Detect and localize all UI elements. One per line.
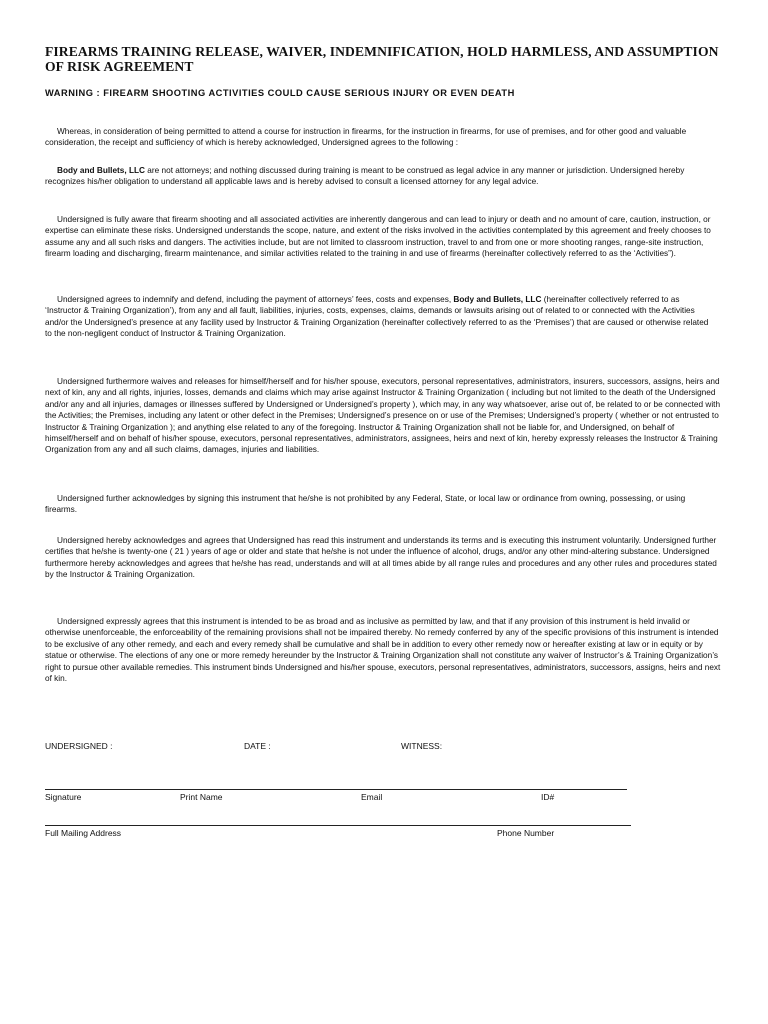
mailing-address-line[interactable]: [45, 825, 631, 826]
print-name-label: Print Name: [180, 792, 223, 802]
paragraph-assumption-of-risk: Undersigned is fully aware that firearm shooting and all associated activities are inherently dangerous and can lead to injury or death and no amount of care, caution, instruction, or expertise can eliminate these risks. Undersigned understands the scope, nature, and extent of the risks involved in the activities contemplated by this agreement and freely chooses to assume any and all such risks and dangers. The activities include, but are not limited to classroom instruction, travel to and from one or more shooting ranges, range-site instruction, firearm loading and discharging, firearm maintenance, and similar activities related to the training in and use of firearms (hereinafter collectively referred to as the ‘Activities”).: [45, 215, 711, 259]
signature-line[interactable]: [45, 789, 627, 790]
company-name: Body and Bullets, LLC: [57, 166, 146, 175]
paragraph-not-attorneys-text: are not attorneys; and nothing discussed during training is meant to be construed as legal advice in any manner or jurisdiction. Undersigned hereby recognizes his/her obligation to understand all applicable laws and is hereby advised to consult a licensed attorney for any legal advice.: [45, 166, 685, 187]
company-name: Body and Bullets, LLC: [453, 295, 542, 304]
witness-label: WITNESS:: [401, 741, 443, 751]
waiver-document: [45, 44, 725, 684]
paragraph-indemnify-post: (hereinafter collectively referred to as ‘Instructor & Training Organization’), from any and all fault, liabilities, injuries, costs, expenses, claims, demands or lawsuits arising out of related to or connected with the Activities and/or the Undersigned’s presence at any facility used by Instructor & Training Organization (hereinafter collectively referred to as the ‘Premises’) that are caused or otherwise related to the non-negligent conduct of Instructor & Training Organization.: [45, 295, 709, 339]
paragraph-indemnify-pre: Undersigned agrees to indemnify and defend, including the payment of attorneys’ fees, costs and expenses,: [57, 295, 454, 304]
paragraph-acknowledgement: Undersigned hereby acknowledges and agrees that Undersigned has read this instrument and understands its terms and is executing this instrument voluntarily. Undersigned further certifies that he/she is twenty-one ( 21 ) years of age or older and state that he/she is not under the influence of alcohol, drugs, and/or any other mind-altering substance. Undersigned furthermore hereby acknowledges and agrees that he/she has read, understands and will at all times abide by all range rules and procedures and any other rules and procedures stated by the Instructor & Training Organization.: [45, 536, 717, 580]
warning-banner: WARNING : FIREARM SHOOTING ACTIVITIES COULD CAUSE SERIOUS INJURY OR EVEN DEATH: [45, 88, 515, 98]
undersigned-label: UNDERSIGNED :: [45, 741, 113, 751]
paragraph-not-prohibited: Undersigned further acknowledges by signing this instrument that he/she is not prohibited by any Federal, State, or local law or ordinance from owning, possessing, or using firearms.: [45, 494, 686, 515]
paragraph-indemnify: [45, 294, 717, 340]
paragraph-not-attorneys: [45, 165, 717, 188]
id-label: ID#: [541, 792, 555, 802]
phone-label: Phone Number: [497, 828, 555, 838]
document-title: FIREARMS TRAINING RELEASE, WAIVER, INDEMNIFICATION, HOLD HARMLESS, AND ASSUMPTION OF RISK AGREEMENT: [45, 44, 719, 74]
signature-label: Signature: [45, 792, 82, 802]
mailing-address-label: Full Mailing Address: [45, 828, 122, 838]
paragraph-waiver-release: Undersigned furthermore waives and releases for himself/herself and for his/her spouse, executors, personal representatives, administrators, insurers, successors, assigns, heirs and next of kin, any and all rights, injuries, losses, demands and claims which may arise against Instructor & Training Organization ( including but not limited to the death of the Undersigned and/or any and all injuries, damages or illnesses suffered by Undersigned or Undersigned’s property ), which may, in any way whatsoever, arise out of, be related to or be connected with the Activities; the Premises, including any latent or other defect in the Premises; Undersigned’s presence on or use of the Premises; Undersigned’s property ( whether or not entrusted to Instructor & Training Organization ); and anything else related to any of the foregoing. Instructor & Training Organization shall not be liable for, and Undersigned, on behalf of himself/herself and on behalf of his/her spouse, executors, personal representatives, administrators, assignees, heirs and next of kin, hereby expressly releases the Instructor & Training Organization from any and all such claims, damages, injuries and liabilities.: [45, 377, 721, 455]
date-label: DATE :: [244, 741, 271, 751]
paragraph-severability: Undersigned expressly agrees that this instrument is intended to be as broad and as inclusive as permitted by law, and that if any provision of this instrument is held invalid or otherwise unenforceable, the enforceability of the remaining provisions shall not be impaired thereby. No remedy conferred by any of the specific provisions of this instrument is intended to be exclusive of any other remedy, and each and every remedy shall be cumulative and shall be in addition to every other remedy now or hereafter existing at law or in equity or by statue or otherwise. The elections of any one or more remedy hereunder by the Instructor & Training Organization shall not constitute any waiver of Instructor’s & Training Organization’s right to pursue other available remedies. This instrument binds Undersigned and his/her spouse, executors, personal representatives, administrators, successors, assigns, heirs and next of kin.: [45, 617, 721, 684]
email-label: Email: [361, 792, 383, 802]
paragraph-consideration: Whereas, in consideration of being permitted to attend a course for instruction in firearms, for the instruction in firearms, for use of premises, and for other good and valuable consideration, the receipt and sufficiency of which is hereby acknowledged, Undersigned agrees to the following :: [45, 127, 687, 148]
